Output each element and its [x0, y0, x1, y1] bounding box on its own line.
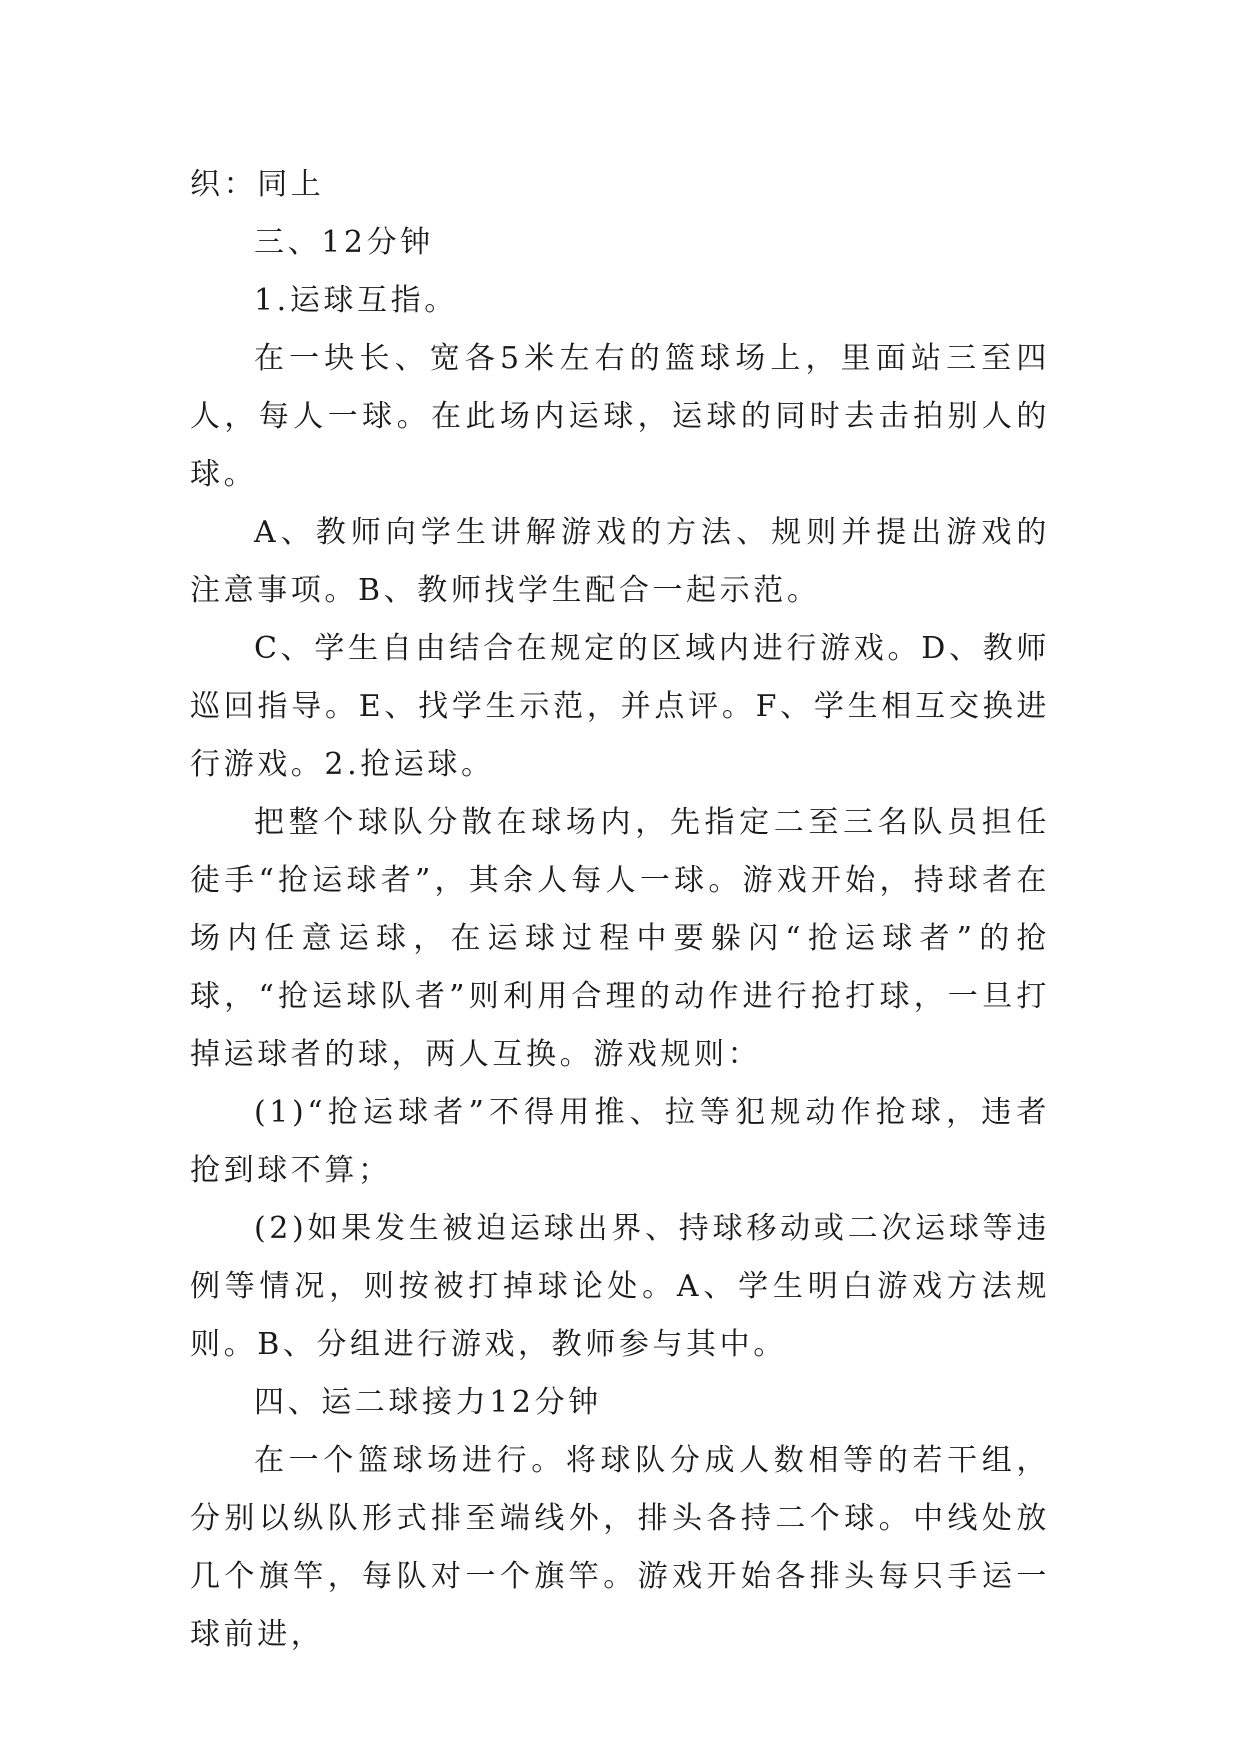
section-heading-three: 三、12分钟 [254, 225, 434, 260]
paragraph-steps-a-b: A、教师向学生讲解游戏的方法、规则并提出游戏的注意事项。B、教师找学生配合一起示范。 [190, 515, 1050, 608]
paragraph-dribble-point-desc: 在一块长、宽各5米左右的篮球场上，里面站三至四人，每人一球。在此场内运球，运球的同时去击拍别人的球。 [190, 341, 1050, 492]
paragraph-rule-two: (2)如果发生被迫运球出界、持球移动或二次运球等违例等情况，则按被打掉球论处。A、学生明白游戏方法规则。B、分组进行游戏，教师参与其中。 [190, 1211, 1050, 1362]
subheading-dribble-point: 1.运球互指。 [254, 283, 458, 318]
paragraph-steps-c-f: C、学生自由结合在规定的区域内进行游戏。D、教师巡回指导。E、找学生示范，并点评。F、学生相互交换进行游戏。2.抢运球。 [190, 631, 1050, 782]
paragraph-continuation: 织：同上 [190, 167, 325, 202]
document-body [190, 156, 1050, 1664]
section-heading-four: 四、运二球接力12分钟 [254, 1385, 602, 1420]
paragraph-steal-dribble-desc: 把整个球队分散在球场内，先指定二至三名队员担任徒手“抢运球者”，其余人每人一球。游戏开始，持球者在场内任意运球，在运球过程中要躲闪“抢运球者”的抢球，“抢运球队者”则利用合理的动作进行抢打球，一旦打掉运球者的球，两人互换。游戏规则： [190, 805, 1050, 1072]
paragraph-relay-desc: 在一个篮球场进行。将球队分成人数相等的若干组，分别以纵队形式排至端线外，排头各持二个球。中线处放几个旗竿，每队对一个旗竿。游戏开始各排头每只手运一球前进， [190, 1443, 1050, 1652]
paragraph-rule-one: (1)“抢运球者”不得用推、拉等犯规动作抢球，违者抢到球不算； [190, 1095, 1050, 1188]
